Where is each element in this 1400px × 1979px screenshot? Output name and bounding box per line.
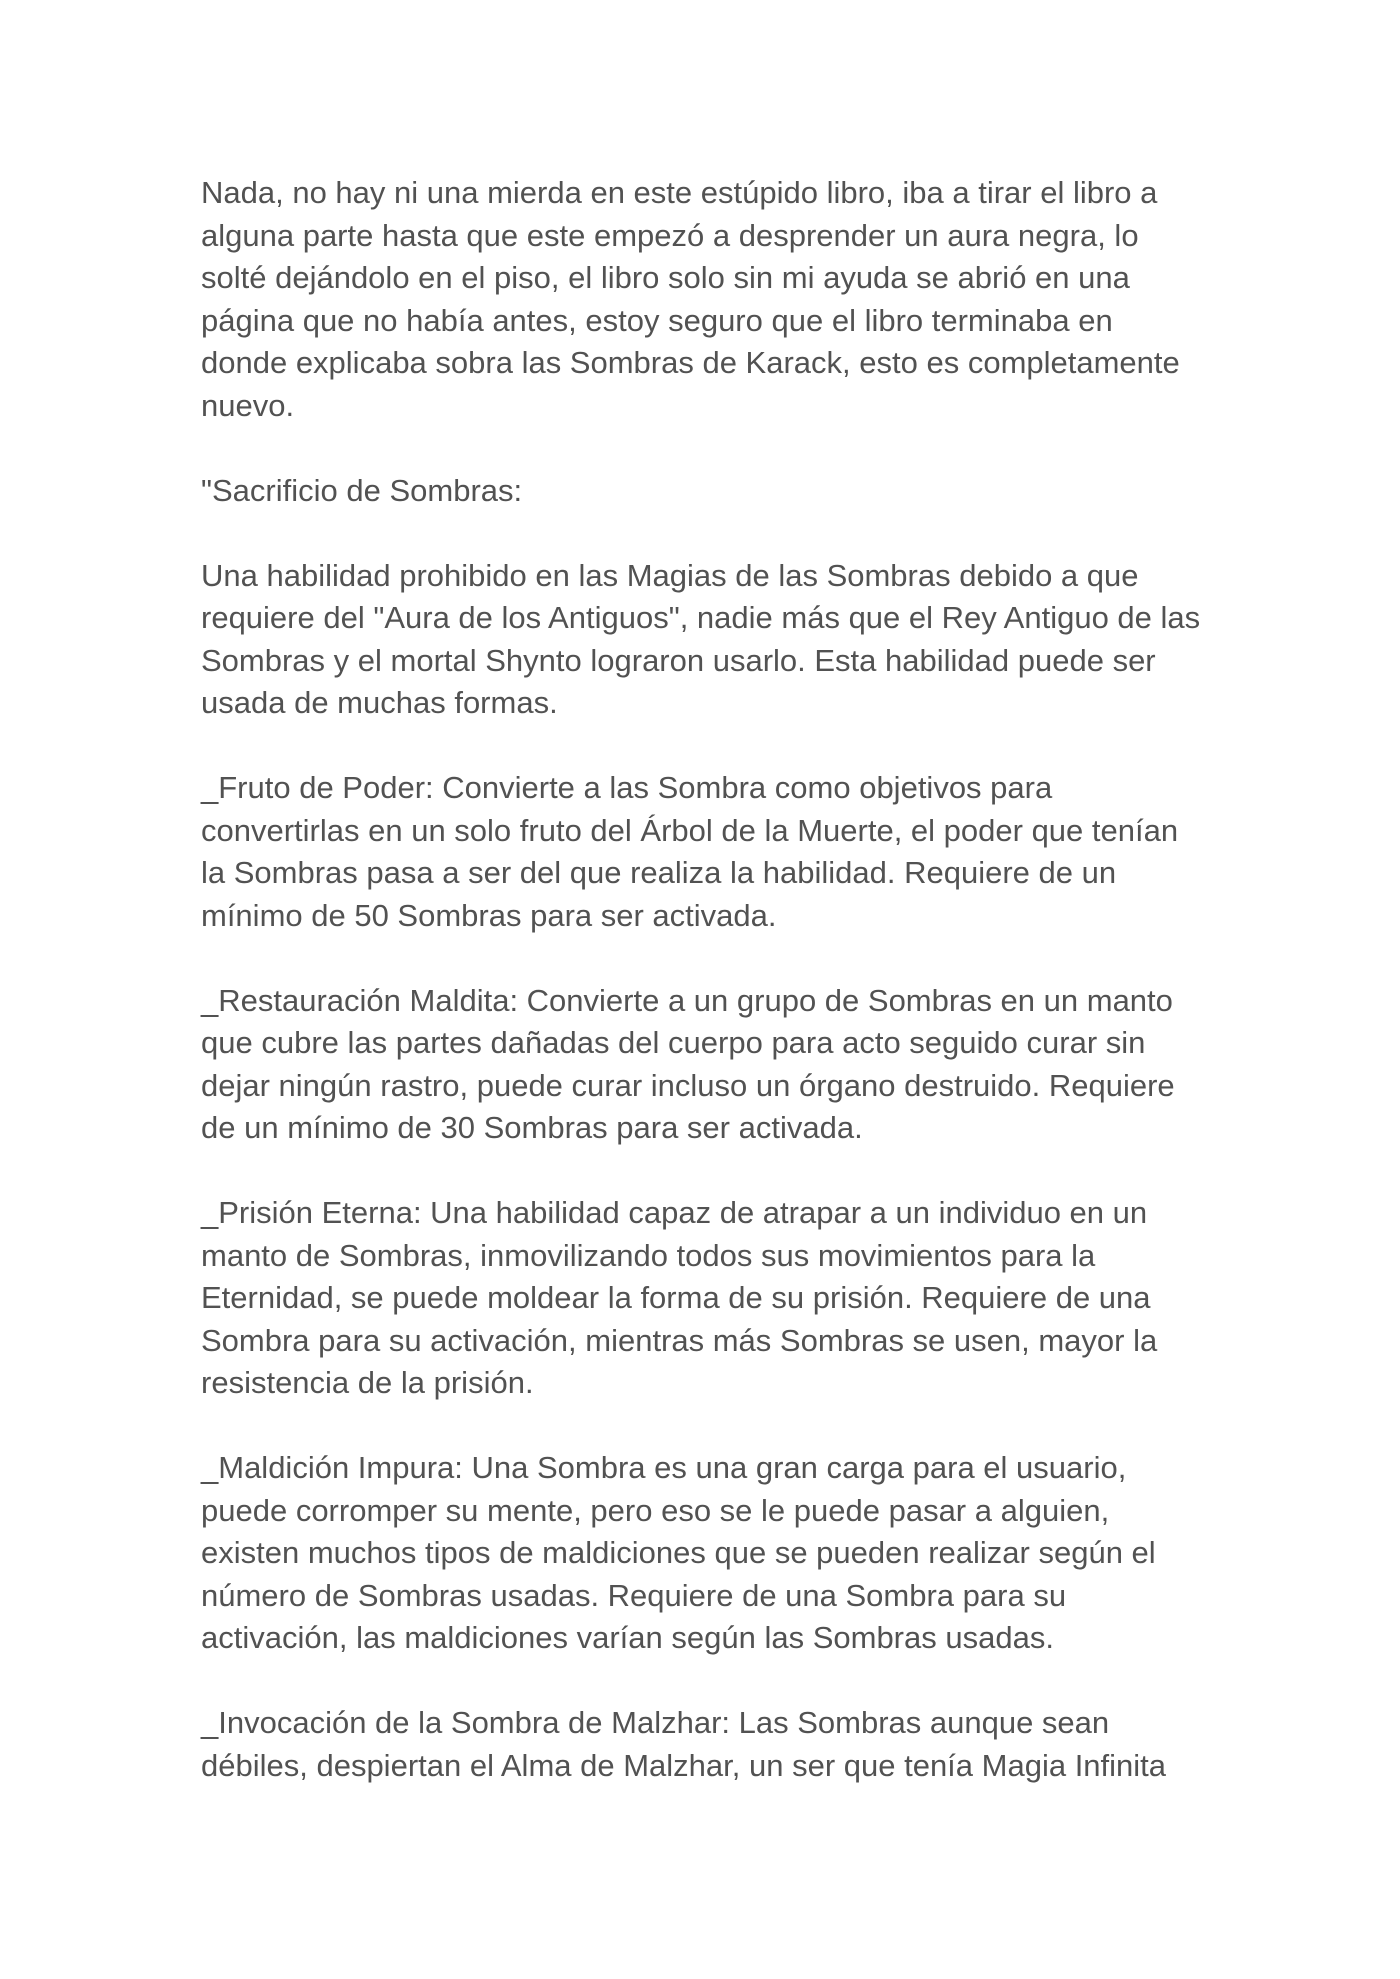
paragraph-invocacion-malzhar: _Invocación de la Sombra de Malzhar: Las Sombras aunque sean débiles, despiertan el Alma de Malzhar, un ser que tenía Magia Infinita (201, 1705, 1167, 1783)
paragraph-intro: Nada, no hay ni una mierda en este estúpido libro, iba a tirar el libro a alguna parte hasta que este empezó a desprender un aura negra, lo solté dejándolo en el piso, el libro solo sin mi ayuda se abrió en una página que no había antes, estoy seguro que el libro terminaba en donde explicaba sobra las Sombras de Karack, esto es completamente nuevo. (201, 175, 1180, 423)
paragraph-section-description: Una habilidad prohibido en las Magias de las Sombras debido a que requiere del "Aura de los Antiguos", nadie más que el Rey Antiguo de las Sombras y el mortal Shynto lograron usarlo. Esta habilidad puede ser usada de muchas formas. (201, 557, 1201, 720)
paragraph-section-title: "Sacrificio de Sombras: (201, 472, 523, 508)
document-body (201, 172, 1201, 1787)
paragraph-maldicion-impura: _Maldición Impura: Una Sombra es una gran carga para el usuario, puede corromper su mente, pero eso se le puede pasar a alguien, existen muchos tipos de maldiciones que se pueden realizar según el número de Sombras usadas. Requiere de una Sombra para su activación, las maldiciones varían según las Sombras usadas. (201, 1450, 1156, 1655)
paragraph-prision-eterna: _Prisión Eterna: Una habilidad capaz de atrapar a un individuo en un manto de Sombras, inmovilizando todos sus movimientos para la Eternidad, se puede moldear la forma de su prisión. Requiere de una Sombra para su activación, mientras más Sombras se usen, mayor la resistencia de la prisión. (201, 1195, 1158, 1400)
paragraph-fruto-de-poder: _Fruto de Poder: Convierte a las Sombra como objetivos para convertirlas en un solo fruto del Árbol de la Muerte, el poder que tenían la Sombras pasa a ser del que realiza la habilidad. Requiere de un mínimo de 50 Sombras para ser activada. (201, 770, 1179, 933)
paragraph-restauracion-maldita: _Restauración Maldita: Convierte a un grupo de Sombras en un manto que cubre las partes dañadas del cuerpo para acto seguido curar sin dejar ningún rastro, puede curar incluso un órgano destruido. Requiere de un mínimo de 30 Sombras para ser activada. (201, 982, 1175, 1145)
